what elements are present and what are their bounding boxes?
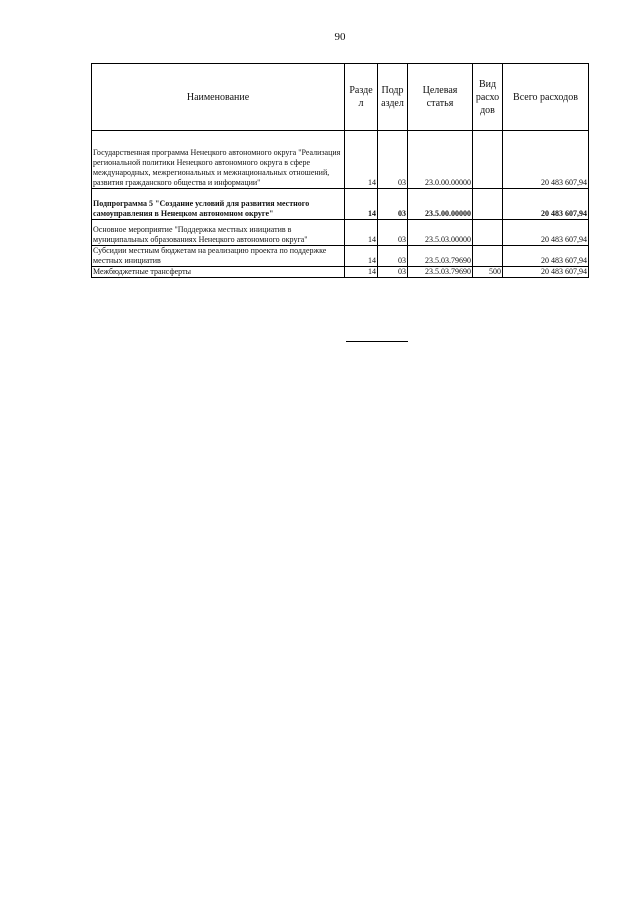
budget-table bbox=[91, 63, 589, 278]
row-expense-type bbox=[473, 246, 503, 267]
header-subsection: Подр аздел bbox=[378, 64, 408, 131]
row-target: 23.0.00.00000 bbox=[408, 131, 473, 189]
header-section: Разде л bbox=[345, 64, 378, 131]
row-total: 20 483 607,94 bbox=[503, 131, 589, 189]
row-total: 20 483 607,94 bbox=[503, 220, 589, 246]
table-header-row bbox=[92, 64, 589, 131]
row-section: 14 bbox=[345, 189, 378, 220]
row-name: Основное мероприятие "Поддержка местных инициатив в муниципальных образованиях Ненецкого автономного округа" bbox=[92, 220, 345, 246]
row-target: 23.5.03.79690 bbox=[408, 246, 473, 267]
row-expense-type: 500 bbox=[473, 267, 503, 278]
row-total: 20 483 607,94 bbox=[503, 189, 589, 220]
row-expense-type bbox=[473, 189, 503, 220]
table-row bbox=[92, 246, 589, 267]
header-expense-type: Вид расхо дов bbox=[473, 64, 503, 131]
row-expense-type bbox=[473, 131, 503, 189]
table-row bbox=[92, 220, 589, 246]
header-total: Всего расходов bbox=[503, 64, 589, 131]
header-name: Наименование bbox=[92, 64, 345, 131]
row-subsection: 03 bbox=[378, 131, 408, 189]
page-number: 90 bbox=[334, 31, 346, 43]
row-target: 23.5.00.00000 bbox=[408, 189, 473, 220]
table-row bbox=[92, 267, 589, 278]
row-section: 14 bbox=[345, 131, 378, 189]
row-section: 14 bbox=[345, 246, 378, 267]
row-section: 14 bbox=[345, 220, 378, 246]
row-name: Субсидии местным бюджетам на реализацию проекта по поддержке местных инициатив bbox=[92, 246, 345, 267]
closing-divider-line bbox=[346, 341, 408, 342]
table-row bbox=[92, 131, 589, 189]
row-target: 23.5.03.00000 bbox=[408, 220, 473, 246]
row-subsection: 03 bbox=[378, 220, 408, 246]
row-total: 20 483 607,94 bbox=[503, 246, 589, 267]
row-subsection: 03 bbox=[378, 189, 408, 220]
row-target: 23.5.03.79690 bbox=[408, 267, 473, 278]
table-row bbox=[92, 189, 589, 220]
row-name: Межбюджетные трансферты bbox=[92, 267, 345, 278]
row-subsection: 03 bbox=[378, 246, 408, 267]
row-total: 20 483 607,94 bbox=[503, 267, 589, 278]
row-expense-type bbox=[473, 220, 503, 246]
row-section: 14 bbox=[345, 267, 378, 278]
row-name: Подпрограмма 5 "Создание условий для развития местного самоуправления в Ненецком автономном округе" bbox=[92, 189, 345, 220]
row-name: Государственная программа Ненецкого автономного округа "Реализация региональной политики Ненецкого автономного округа в сфере международных, межрегиональных и межнациональных отношений, развития гражданского общества и информации" bbox=[92, 131, 345, 189]
row-subsection: 03 bbox=[378, 267, 408, 278]
header-target: Целевая статья bbox=[408, 64, 473, 131]
